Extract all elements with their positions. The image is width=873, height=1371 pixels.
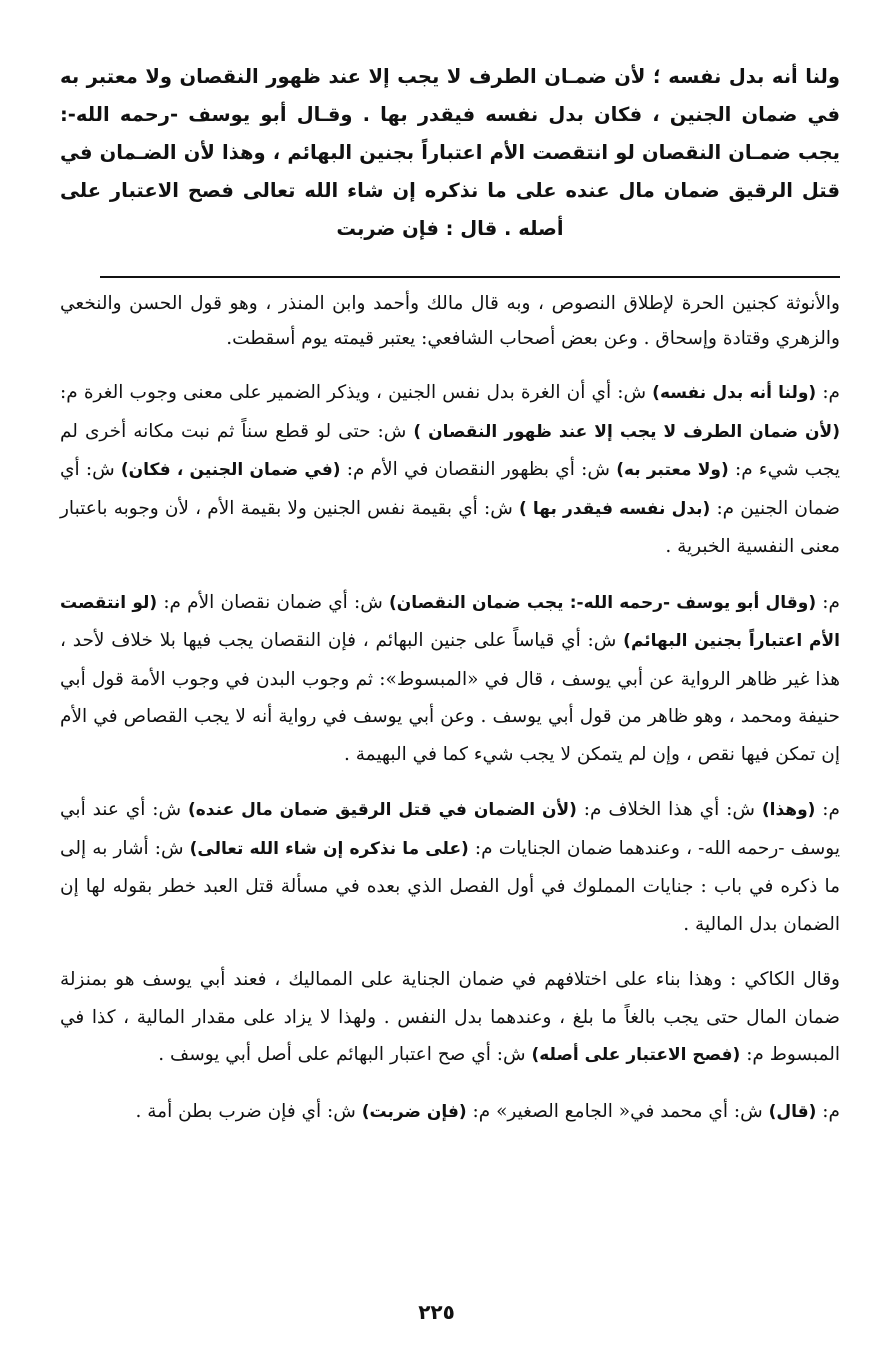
quoted-phrase: (لو انتقصت الأم اعتباراً بجنين البهائم) [60,592,840,651]
quoted-phrase: (لأن الضمان في قتل الرقيق ضمان مال عنده) [188,800,577,820]
commentary-text: ش: أي أن الغرة بدل نفس الجنين ، ويذكر الضمير على معنى وجوب الغرة م: [60,382,653,403]
commentary-paragraph [60,791,840,943]
commentary-paragraph [60,1093,840,1132]
main-text: ولنا أنه بدل نفسه ؛ لأن ضمـان الطرف لا يجب إلا عند ظهور النقصان ولا معتبر به في ضمان الجنين ، فكان بدل نفسه فيقدر بها . وقـال أبو يوسف -رحمه الله-: يجب ضمـان النقصان لو انتقصت الأم اعتباراً بجنين البهائم ، وهذا لأن الضـمان في قتل الرقيق ضمان مال عنده على ما نذكره إن شاء الله تعالى فصح الاعتبار على أصله . قال : فإن ضربت [60,65,840,240]
commentary-text: ش: أي بظهور النقصان في الأم م: [340,459,617,480]
page-body [60,58,840,1131]
commentary-text: ش: أي ضمان نقصان الأم م: [157,591,389,613]
quoted-phrase: (بدل نفسه فيقدر بها ) [518,498,711,519]
quoted-phrase: (وقال أبو يوسف -رحمه الله-: يجب ضمان النقصان) [388,592,817,613]
commentary-paragraph [60,961,840,1075]
commentary-text: ش: حتى لو قطع سناً ثم نبت مكانه أخرى لم يجب شيء م: [60,420,840,480]
commentary-paragraph [60,374,840,566]
quoted-phrase: (قال) [768,1101,817,1122]
commentary-text: ش: أي هذا الخلاف م: [576,799,762,820]
commentary-text: ش: أي قياساً على جنين البهائم ، فإن النقصان يجب فيها بلا خلاف لأحد ، هذا غير ظاهر الرواية عن أبي يوسف ، قال في «المبسوط»: ثم وجوب البدن في وجوب الأمة قول أبي حنيفة ومحمد ، وهو ظاهر من قول أبي يوسف . وعن أبي يوسف في رواية أنه لا يجب القصاص في الأم إن تمكن فيها نقص ، وإن لم يتمكن لا يجب شيء كما في البهيمة . [60,630,840,765]
quoted-phrase: (وهذا) [761,800,816,820]
commentary-text: ش: أي محمد في« الجامع الصغير» م: [466,1100,769,1122]
quoted-phrase: (لأن ضمان الطرف لا يجب إلا عند ظهور النقصان ) [413,421,840,442]
commentary-text: م: [815,799,840,820]
commentary-text: ش: أشار به إلى ما ذكره في باب : جنايات المملوك في أول الفصل الذي بعده في مسألة قتل العبد خطر بقوله لها إن الضمان بدل المالية . [60,837,840,935]
commentary-text: ش: أي ضمان الجنين م: [60,459,841,519]
footnote-text: والأنوثة كجنين الحرة لإطلاق النصوص ، وبه قال مالك وأحمد وابن المنذر ، وهو قول الحسن والنخعي والزهري وقتادة وإسحاق . وعن بعض أصحاب الشافعي: يعتبر قيمته يوم أسقطت. [60,293,840,349]
page-number: ٢٢٥ [418,1300,455,1324]
quoted-phrase: (ولنا أنه بدل نفسه) [652,383,817,403]
commentary-text: م: [816,591,840,613]
quoted-phrase: (ولا معتبر به) [616,460,729,480]
commentary-text: ش: أي فإن ضرب بطن أمة . [135,1100,362,1122]
commentary [60,374,840,1131]
commentary-text: م: [816,382,841,403]
commentary-text: ش: أي صح اعتبار البهائم على أصل أبي يوسف . [158,1044,532,1065]
commentary-text: ش: أي بقيمة نفس الجنين ولا بقيمة الأم ، لأن وجوبه باعتبار معنى النفسية الخبرية . [60,497,840,557]
quoted-phrase: (على ما نذكره إن شاء الله تعالى) [189,838,469,859]
quoted-phrase: (فصح الاعتبار على أصله) [531,1045,741,1065]
commentary-paragraph [60,584,840,774]
separator-rule [100,276,840,278]
quoted-phrase: (فإن ضربت) [361,1101,467,1122]
commentary-text: ش: أي عند أبي يوسف -رحمه الله- ، وعندهما ضمان الجنايات م: [60,799,840,859]
commentary-text: وقال الكاكي : وهذا بناء على اختلافهم في ضمان الجناية على المماليك ، فعند أبي يوسف هو بمنزلة ضمان المال حتى يجب بالغاً ما بلغ ، وعندهما بدل النفس . ولهذا لا يزاد على مقدار المالية ، كذا في المبسوط م: [60,969,840,1065]
commentary-text: م: [816,1100,840,1122]
quoted-phrase: (في ضمان الجنين ، فكان) [120,460,341,480]
